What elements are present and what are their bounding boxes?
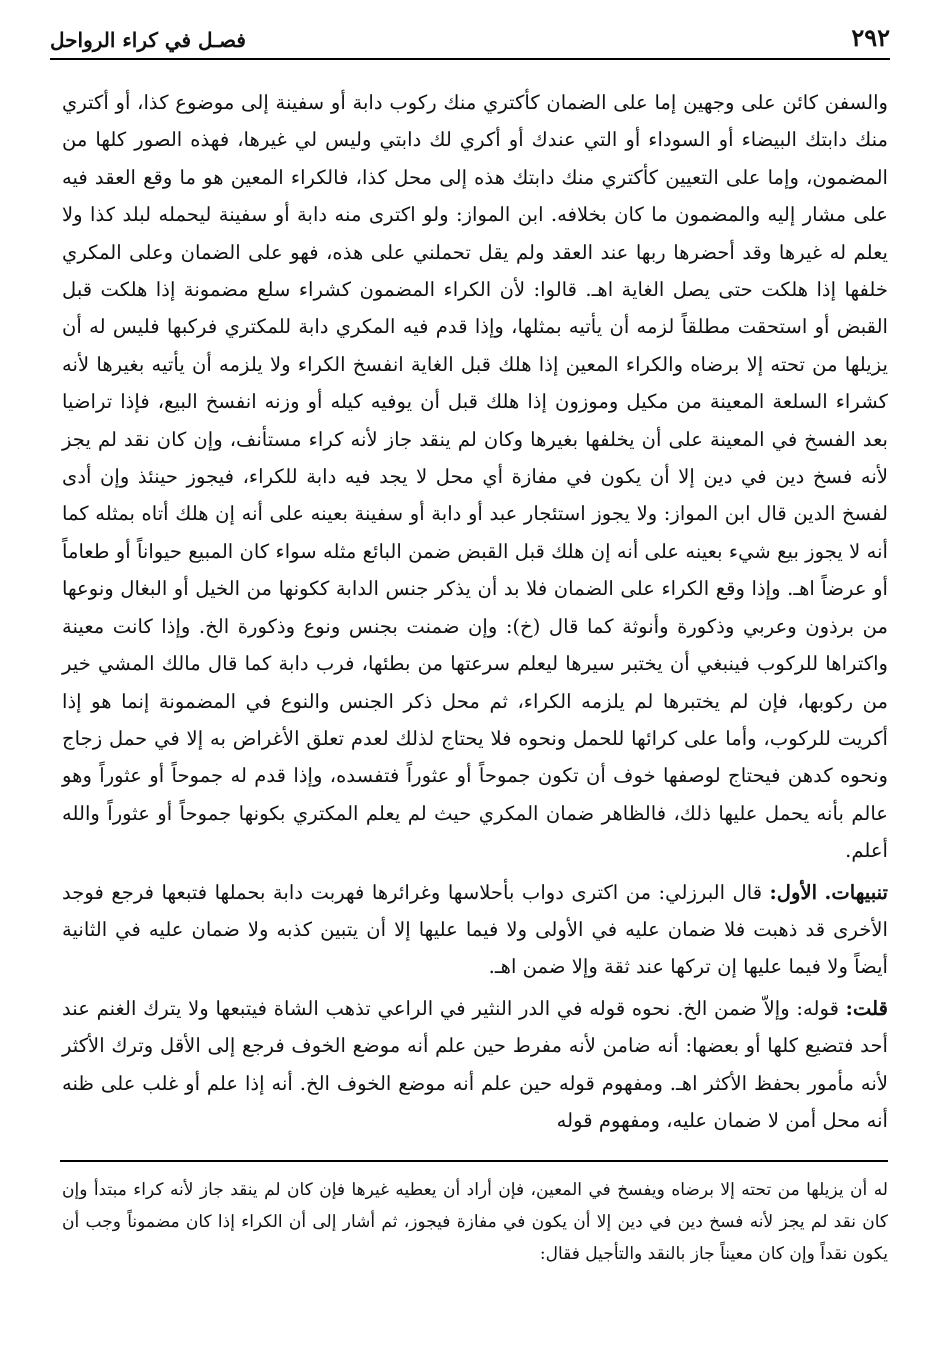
qultu-label: قلت: bbox=[845, 996, 888, 1020]
qultu-paragraph bbox=[62, 990, 888, 1140]
qultu-text: قوله: وإلاّ ضمن الخ. نحوه قوله في الدر النثير في الراعي تذهب الشاة فيتبعها ولا يترك الغنم عند أحد فتضيع كلها أو بعضها: أنه ضامن لأنه مفرط حين علم أنه موضع الخوف فرجع إلى الأقل وترك الأكثر لأنه مأمور بحفظ الأكثر اهـ. ومفهوم قوله حين علم أنه موضع الخوف الخ. أنه إذا علم أو غلب على ظنه أنه محل أمن لا ضمان عليه، ومفهوم قوله bbox=[62, 996, 888, 1132]
notes-paragraph bbox=[62, 874, 888, 986]
notes-heading: تنبيهات. bbox=[824, 880, 888, 904]
footnote-text: له أن يزيلها من تحته إلا برضاه ويفسخ في المعين، فإن أراد أن يعطيه غيرها فإن كان لم ينقد جاز لأنه كراء مبتدأ وإن كان نقد لم يجز لأنه فسخ دين في دين إلا أن يكون في مفازة فيجوز، ثم أشار إلى أن الكراء إذا كان مضموناً وجب أن يكون نقداً وإن كان معيناً جاز بالنقد والتأجيل فقال: bbox=[62, 1180, 888, 1264]
footnote bbox=[62, 1174, 888, 1270]
running-title: فصـل في كراء الرواحل bbox=[50, 28, 246, 52]
notes-section bbox=[62, 874, 888, 1140]
main-text bbox=[62, 84, 888, 1139]
page-header bbox=[50, 18, 890, 60]
body-paragraph: والسفن كائن على وجهين إما على الضمان كأكتري منك ركوب دابة أو سفينة إلى موضوع كذا، أو أكتري منك دابتك البيضاء أو السوداء أو التي عندك أو أكري لك دابتي وليس لي غيرها، فهذه الصور كلها من المضمون، وإما على التعيين كأكتري منك دابتك هذه إلى محل كذا، فالكراء المعين هو ما وقع العقد فيه على مشار إليه والمضمون ما كان بخلافه. ابن المواز: ولو اكترى منه دابة أو سفينة ليحمله لبلد كذا ولا يعلم له غيرها وقد أحضرها ربها عند العقد ولم يقل تحملني على هذه، فهو على الضمان وعلى المكري خلفها إذا هلكت حتى يصل الغاية اهـ. قالوا: لأن الكراء المضمون كشراء سلع مضمونة إذا هلكت قبل القبض أو استحقت مطلقاً لزمه أن يأتيه بمثلها، وإذا قدم فيه المكري دابة للمكتري فركبها فليس له أن يزيلها من تحته إلا برضاه والكراء المعين إذا هلك قبل الغاية انفسخ الكراء ولا يلزمه أن يأتيه بغيرها لأنه كشراء السلعة المعينة من مكيل وموزون إذا هلك قبل أن يوفيه كيله أو وزنه انفسخ البيع، فإذا تراضيا بعد الفسخ في المعينة على أن يخلفها بغيرها وكان لم ينقد جاز لأنه كراء مستأنف، وإن كان نقد لم يجز لأنه فسخ دين في دين إلا أن يكون في مفازة أي محل لا يجد فيه دابة للكراء، فيجوز حينئذ وإن أدى لفسخ الدين قال ابن المواز: ولا يجوز استئجار عبد أو دابة أو سفينة بعينه على أنه إن هلك أتاه بمثله كما أنه لا يجوز بيع شيء بعينه على أنه إن هلك قبل القبض ضمن البائع مثله سواء كان المبيع حيواناً أو طعاماً أو عرضاً اهـ. وإذا وقع الكراء على الضمان فلا بد أن يذكر جنس الدابة ككونها من الخيل أو البغال ونوعها من برذون وعربي وذكورة وأنوثة كما قال (خ): وإن ضمنت بجنس ونوع وذكورة الخ. وإذا كانت معينة واكتراها للركوب فينبغي أن يختبر سيرها ليعلم سرعتها من بطئها، فرب دابة كما قال مالك المشي خير من ركوبها، فإن لم يختبرها لم يلزمه الكراء، ثم محل ذكر الجنس والنوع في المضمونة إنما هو إذا أكريت للركوب، وأما على كرائها للحمل ونحوه فلا يحتاج لذلك لعدم تعلق الأغراض به إلا في حمل زجاج ونحوه كدهن فيحتاج لوصفها خوف أن تكون جموحاً أو عثوراً فتفسده، وإذا قدم له جموحاً أو عثوراً وهو عالم بأنه يحمل عليها ذلك، فالظاهر ضمان المكري حيث لم يعلم المكتري بكونها جموحاً أو عثوراً والله أعلم. bbox=[62, 91, 888, 863]
first-note-label: الأول: bbox=[769, 880, 818, 904]
first-note-text: قال البرزلي: من اكترى دواب بأحلاسها وغرائرها فهربت دابة بحملها فتبعها فرجع فوجد الأخرى قد ذهبت فلا ضمان عليه في الأولى ولا فيما عليها إلا أن يتبين كذبه ولا ضمان عليه في الثانية أيضاً ولا فيما عليها إن تركها عند ثقة وإلا ضمن اهـ. bbox=[62, 880, 888, 979]
page-number: ٢٩٢ bbox=[851, 23, 890, 52]
footnote-divider bbox=[60, 1160, 888, 1162]
